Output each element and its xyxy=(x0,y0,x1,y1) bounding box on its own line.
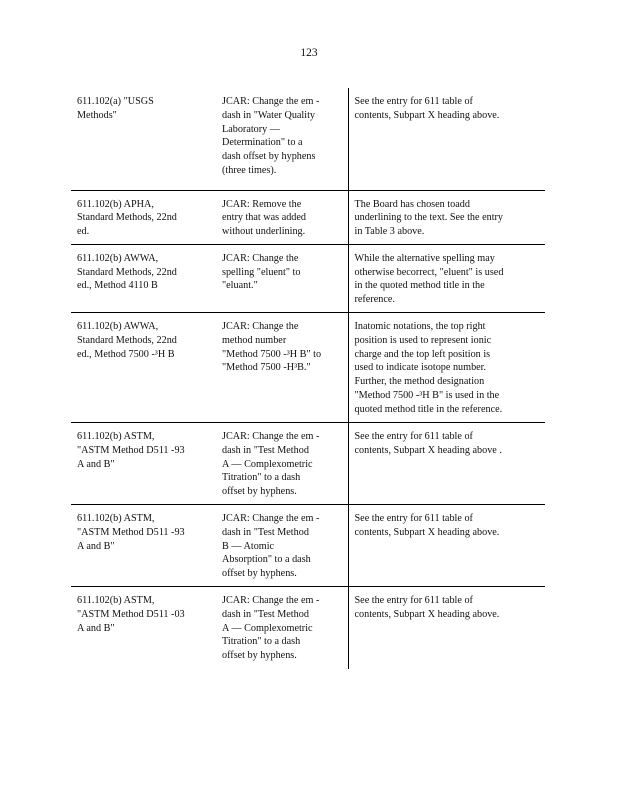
page-number: 123 xyxy=(300,47,318,59)
table-row xyxy=(71,505,545,587)
section-cell: 611.102(b) ASTM, "ASTM Method D511 -03 A and B" xyxy=(77,595,185,634)
table-row xyxy=(71,190,545,244)
jcar-action-cell: JCAR: Change the em - dash in "Water Quality Laboratory — Determination" to a dash offset by hyphens (three times). xyxy=(216,88,348,190)
section-cell: 611.102(a) "USGS Methods" xyxy=(71,88,216,190)
table-row xyxy=(71,313,545,423)
board-response-cell: The Board has chosen toadd underlining to the text. See the entry in Table 3 above. xyxy=(348,190,545,244)
jcar-action-cell: JCAR: Change the em - dash in "Test Method A — Complexometric Titration" to a dash offset by hyphens. xyxy=(216,423,348,505)
board-response-cell: See the entry for 611 table of contents, Subpart X heading above. xyxy=(348,88,545,190)
section-cell: 611.102(b) AWWA, Standard Methods, 22nd ed., Method 7500 -³H B xyxy=(71,313,216,423)
jcar-action-cell: JCAR: Change the em - dash in "Test Method A — Complexometric Titration" to a dash offset by hyphens. xyxy=(216,587,348,669)
comments-table xyxy=(71,88,545,669)
board-response-cell: See the entry for 611 table of contents, Subpart X heading above. xyxy=(354,595,500,620)
table-row xyxy=(71,88,545,190)
jcar-action-cell: JCAR: Change the spelling "eluent" to "eluant." xyxy=(216,244,348,312)
jcar-action-cell: JCAR: Change the em - dash in "Test Method B — Atomic Absorption" to a dash offset by hyphens. xyxy=(216,505,348,587)
table-row xyxy=(71,244,545,312)
section-cell: 611.102(b) ASTM, "ASTM Method D511 -93 A and B" xyxy=(71,505,216,587)
section-cell: 611.102(b) AWWA, Standard Methods, 22nd ed., Method 4110 B xyxy=(71,244,216,312)
jcar-action-cell: JCAR: Change the method number "Method 7500 -³H B" to "Method 7500 -H³B." xyxy=(216,313,348,423)
section-cell: 611.102(b) APHA, Standard Methods, 22nd ed. xyxy=(71,190,216,244)
board-response-cell: Inatomic notations, the top right position is used to represent ionic charge and the top left position is used to indicate isotope number. Further, the method designation "Method 7500 -³H B" is used in the quoted method title in the reference. xyxy=(348,313,545,423)
board-response-cell: While the alternative spelling may otherwise becorrect, "eluent" is used in the quoted method title in the reference. xyxy=(348,244,545,312)
table-row xyxy=(71,423,545,505)
board-response-cell: See the entry for 611 table of contents, Subpart X heading above . xyxy=(348,423,545,505)
jcar-action-cell: JCAR: Remove the entry that was added without underlining. xyxy=(216,190,348,244)
table-row xyxy=(71,587,545,669)
section-cell: 611.102(b) ASTM, "ASTM Method D511 -93 A and B" xyxy=(71,423,216,505)
board-response-cell: See the entry for 611 table of contents, Subpart X heading above. xyxy=(348,505,545,587)
